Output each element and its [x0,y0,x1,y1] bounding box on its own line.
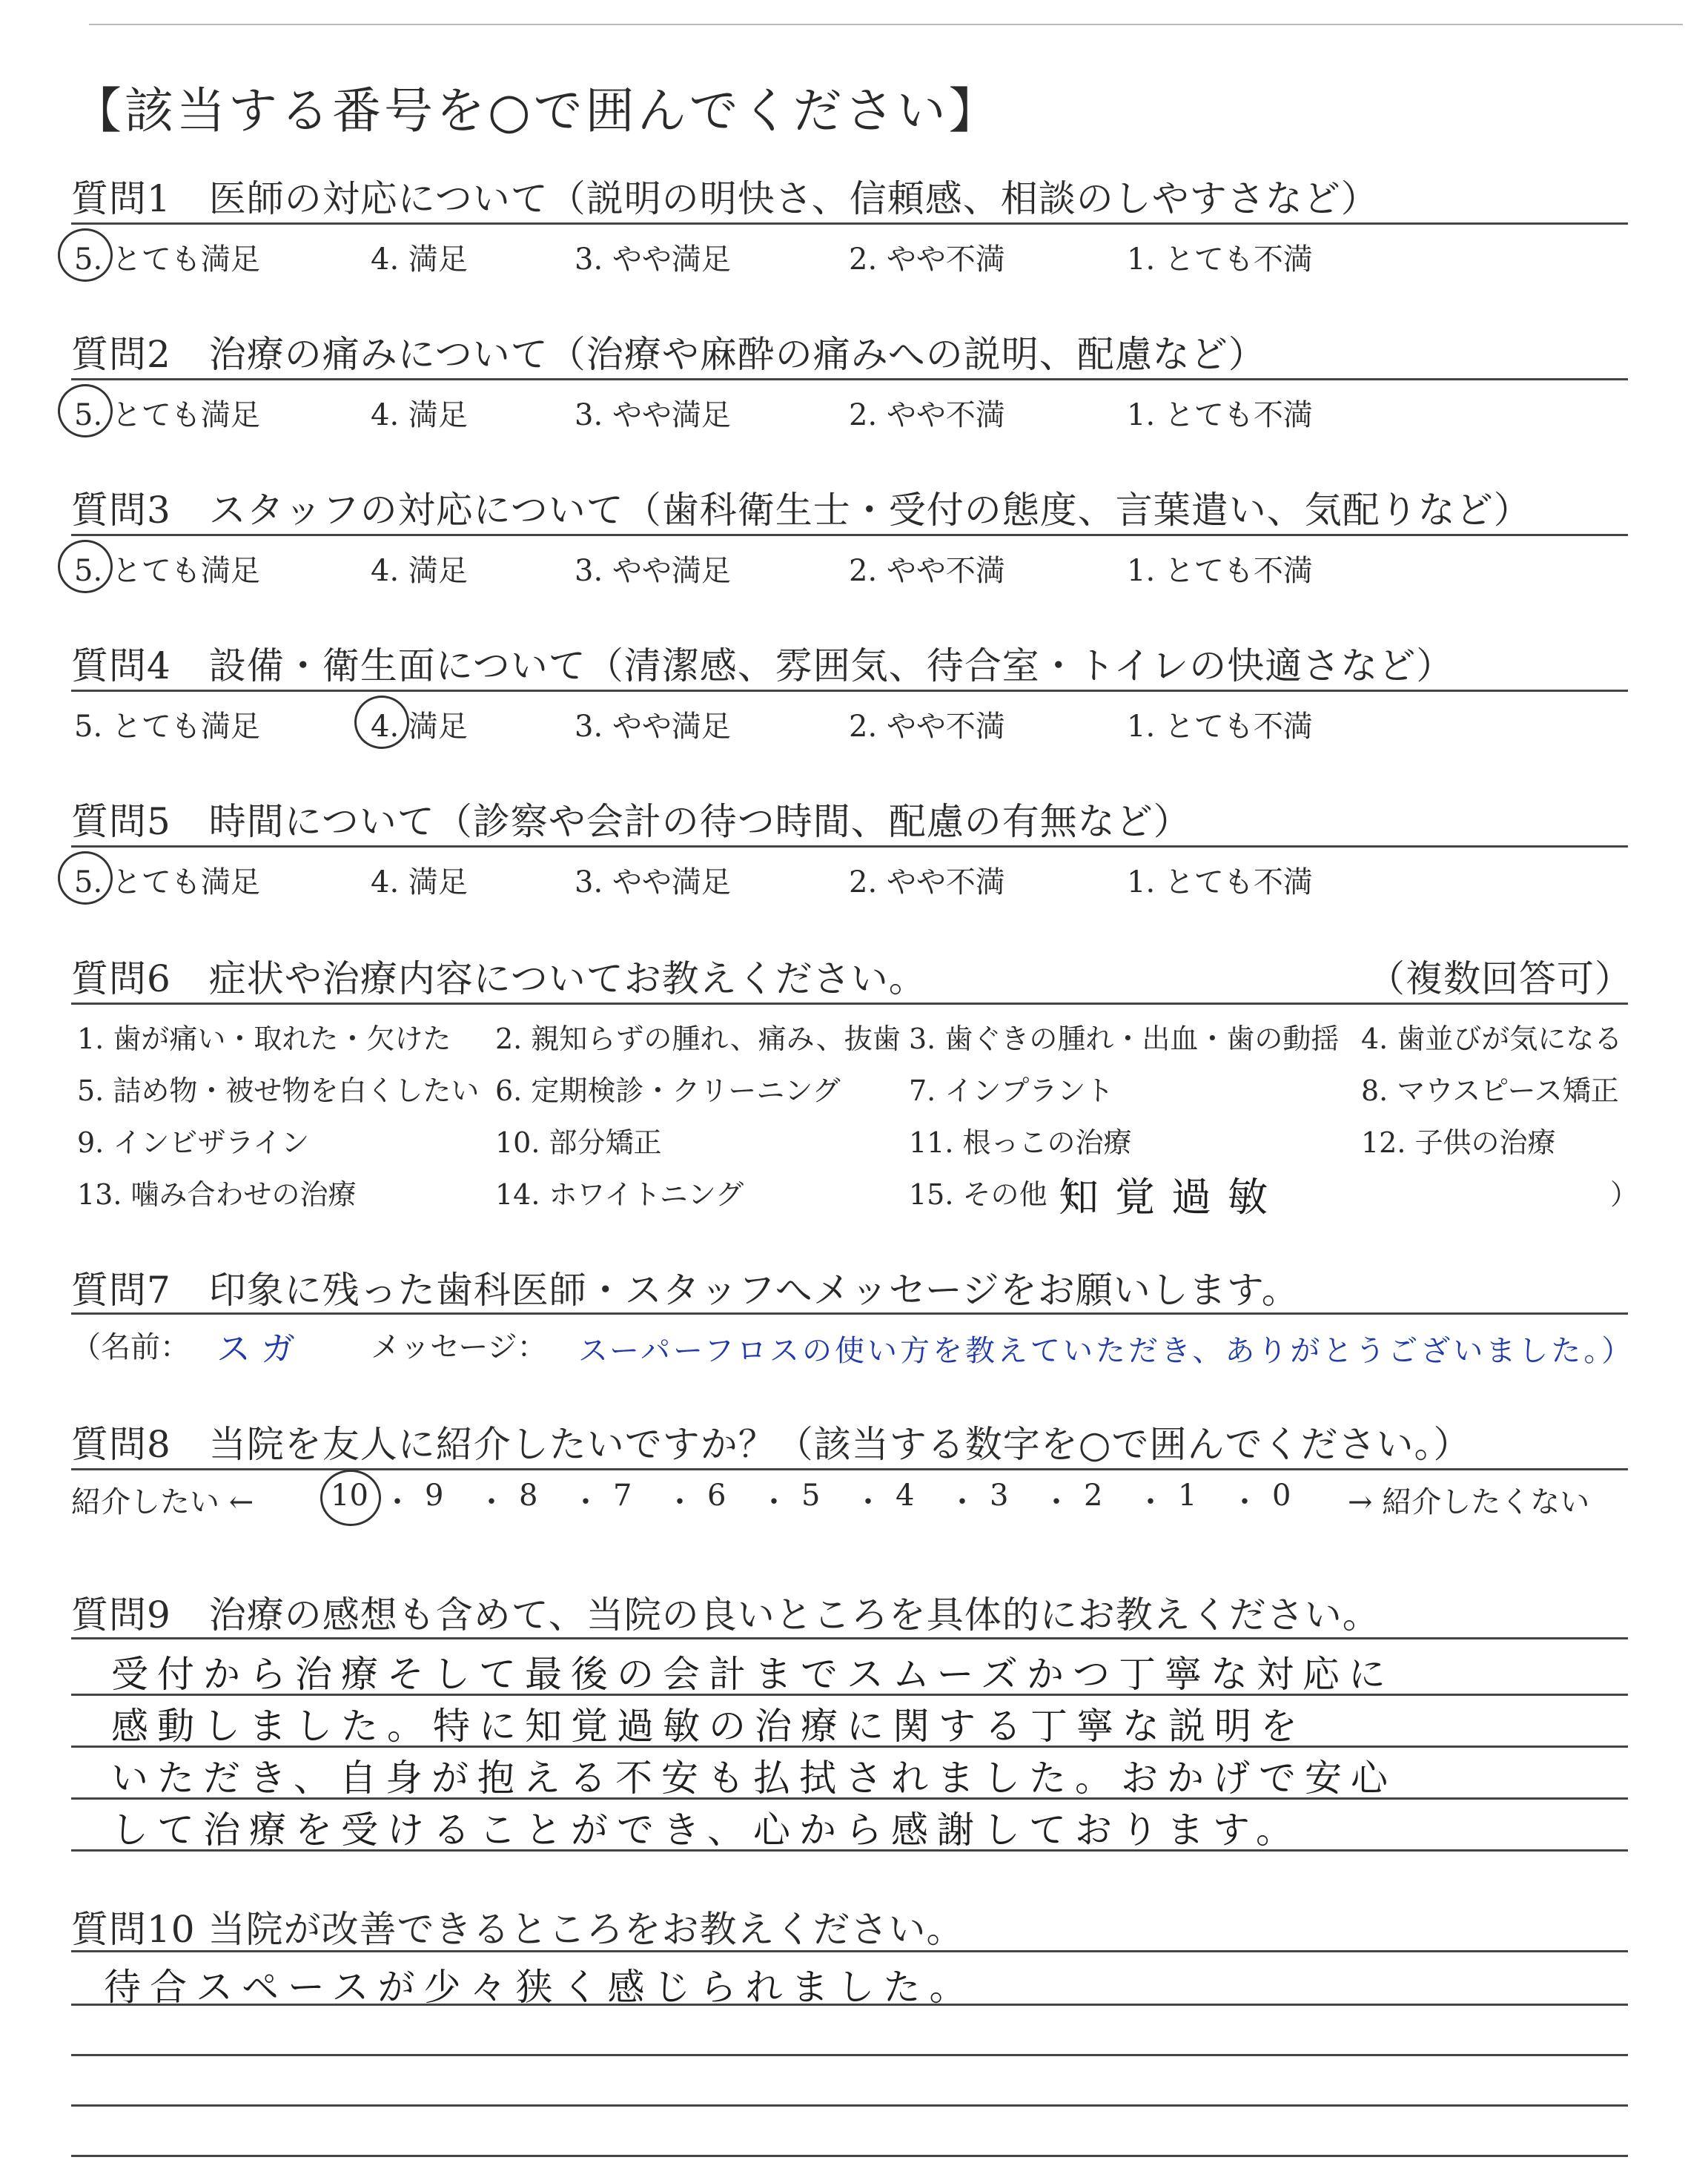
q8-label: 質問8 当院を友人に紹介したいですか？（該当する数字を○で囲んでください。） [71,1423,1472,1466]
q1-option-4: 4. 満足 [371,242,468,277]
q4-option-1: 1. とても不満 [1127,710,1313,744]
q1-selected-circle [58,228,113,282]
q6-item-16: ） [1610,1178,1639,1211]
q6-item-2: 2. 親知らずの腫れ、痛み、抜歯 [495,1023,901,1055]
q4-option-5: 5. とても満足 [74,710,260,744]
q8-rule [71,1468,1628,1470]
q6-label: 質問6 症状や治療内容についてお教えください。 [71,957,927,1000]
question-2-label: 質問2 治療の痛みについて（治療や麻酔の痛みへの説明、配慮など） [71,333,1266,376]
q6-item-13: 13. 噛み合わせの治療 [77,1178,357,1211]
question-4-rule [71,690,1628,692]
q5-option-3: 3. やや満足 [575,865,731,899]
question-5-label: 質問5 時間について（診察や会計の待つ時間、配慮の有無など） [71,800,1191,843]
q5-option-5: 5. とても満足 [74,865,260,899]
q8-scale-dot: ・ [477,1485,506,1519]
q10-rule-top [71,1950,1628,1952]
q10-rule [71,2054,1628,2056]
q8-scale-7: 7 [613,1479,632,1513]
q5-option-4: 4. 満足 [371,865,468,899]
question-3-rule [71,534,1628,536]
q2-selected-circle [58,384,113,437]
q3-option-3: 3. やや満足 [575,554,731,588]
q8-scale-5: 5 [801,1479,821,1513]
q4-option-3: 3. やや満足 [575,710,731,744]
q8-scale-3: 3 [990,1479,1009,1513]
q2-option-1: 1. とても不満 [1127,398,1313,432]
q8-scale-dot: ・ [571,1485,600,1519]
q7-rule [71,1312,1628,1315]
q1-option-2: 2. やや不満 [849,242,1005,277]
q8-scale-dot: ・ [947,1485,977,1519]
q6-item-7: 7. インプラント [909,1074,1114,1107]
q2-option-5: 5. とても満足 [74,398,260,432]
q8-scale-dot: ・ [665,1485,695,1519]
page-title: 【該当する番号を○で囲んでください】 [73,82,1001,139]
question-4-label: 質問4 設備・衛生面について（清潔感、雰囲気、待合室・トイレの快適さなど） [71,644,1454,687]
q6-rule [71,1003,1628,1005]
q7-label: 質問7 印象に残った歯科医師・スタッフへメッセージをお願いします。 [71,1269,1300,1312]
q6-item-10: 10. 部分矯正 [495,1126,662,1159]
scan-top-edge [89,24,1683,25]
q8-scale-9: 9 [425,1479,444,1513]
q9-rule [71,1745,1628,1748]
q8-selected-circle [320,1470,381,1526]
q2-option-2: 2. やや不満 [849,398,1005,432]
q1-option-5: 5. とても満足 [74,242,260,277]
q5-selected-circle [58,851,113,905]
q6-item-11: 11. 根っこの治療 [909,1126,1132,1159]
question-1-rule [71,222,1628,225]
q5-option-2: 2. やや不満 [849,865,1005,899]
q9-rule [71,1694,1628,1696]
question-1-label: 質問1 医師の対応について（説明の明快さ、信頼感、相談のしやすさなど） [71,177,1379,220]
q6-note: （複数回答可） [1368,957,1632,1000]
q9-handwritten-line: 感動しました。特に知覚過敏の治療に関する丁寧な説明を [111,1705,1306,1748]
q8-scale-dot: ・ [853,1485,883,1519]
q8-scale-dot: ・ [759,1485,789,1519]
q7-name-handwritten: スガ [216,1329,305,1369]
q8-scale-1: 1 [1178,1479,1197,1513]
q10-rule [71,2155,1628,2157]
q6-item-1: 1. 歯が痛い・取れた・欠けた [77,1023,451,1055]
q4-selected-circle [354,696,409,749]
q3-option-4: 4. 満足 [371,554,468,588]
q10-rule [71,2104,1628,2107]
q6-item-6: 6. 定期検診・クリーニング [495,1074,841,1107]
q7-name-label: （名前： [71,1330,190,1364]
q5-option-1: 1. とても不満 [1127,865,1313,899]
q3-option-2: 2. やや不満 [849,554,1005,588]
q8-left-label: 紹介したい ← [71,1485,254,1519]
q7-message-label: メッセージ： [371,1330,547,1364]
q8-scale-dot: ・ [1136,1485,1165,1519]
q6-item-12: 12. 子供の治療 [1361,1126,1556,1159]
q8-scale-2: 2 [1084,1479,1103,1513]
q8-scale-dot: ・ [1042,1485,1071,1519]
q2-option-3: 3. やや満足 [575,398,731,432]
question-5-rule [71,845,1628,848]
q9-handwritten-line: いただき、自身が抱える不安も払拭されました。おかげで安心 [111,1757,1397,1800]
q9-label: 質問9 治療の感想も含めて、当院の良いところを具体的にお教えください。 [71,1593,1380,1636]
q7-message-handwritten: スーパーフロスの使い方を教えていただき、ありがとうございました。） [578,1334,1635,1368]
q6-item-3: 3. 歯ぐきの腫れ・出血・歯の動揺 [909,1023,1340,1055]
q10-handwritten-line: 待合スペースが少々狭く感じられました。 [104,1966,976,2009]
question-2-rule [71,378,1628,380]
q8-right-label: → 紹介したくない [1348,1485,1590,1519]
q1-option-1: 1. とても不満 [1127,242,1313,277]
q8-scale-dot: ・ [383,1485,412,1519]
q8-scale-4: 4 [896,1479,915,1513]
q4-option-2: 2. やや不満 [849,710,1005,744]
q6-item-5: 5. 詰め物・被せ物を白くしたい [77,1074,480,1107]
q6-item-8: 8. マウスピース矯正 [1361,1074,1619,1107]
q8-scale-dot: ・ [1230,1485,1260,1519]
q8-scale-10: 10 [331,1479,368,1513]
q9-handwritten-line: 受付から治療そして最後の会計までスムーズかつ丁寧な対応に [111,1653,1394,1696]
q6-item-9: 9. インビザライン [77,1126,310,1159]
q8-scale-0: 0 [1272,1479,1291,1513]
q9-rule-top [71,1637,1628,1639]
q6-item-15: 15. その他（ [909,1178,1076,1211]
q10-rule [71,2004,1628,2006]
q10-label: 質問10 当院が改善できるところをお教えください。 [71,1908,964,1951]
q3-option-5: 5. とても満足 [74,554,260,588]
q8-scale-8: 8 [519,1479,538,1513]
q9-rule [71,1849,1628,1852]
q4-option-4: 4. 満足 [371,710,468,744]
q8-scale-6: 6 [707,1479,726,1513]
q6-item-14: 14. ホワイトニング [495,1178,744,1211]
q1-option-3: 3. やや満足 [575,242,731,277]
q3-selected-circle [58,540,113,593]
q9-rule [71,1797,1628,1800]
question-3-label: 質問3 スタッフの対応について（歯科衛生士・受付の態度、言葉遣い、気配りなど） [71,489,1532,532]
q3-option-1: 1. とても不満 [1127,554,1313,588]
q6-other-handwritten: 知覚過敏 [1059,1174,1284,1221]
q6-item-4: 4. 歯並びが気になる [1361,1023,1623,1055]
q2-option-4: 4. 満足 [371,398,468,432]
q9-handwritten-line: して治療を受けることができ、心から感謝しております。 [111,1809,1302,1852]
